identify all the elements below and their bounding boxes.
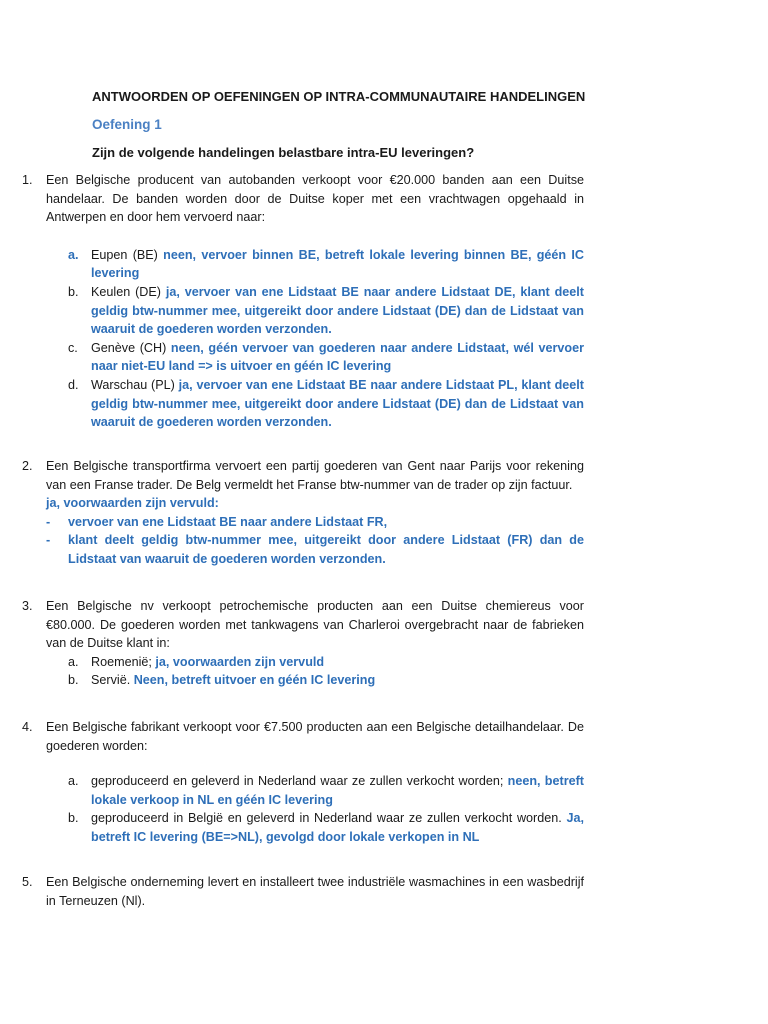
item-number: 2.: [22, 459, 33, 473]
sub-item-1a: [0, 246, 584, 283]
dash-item-2-1: [0, 513, 584, 532]
answer-text: neen, betreft lokale verkoop in NL en géén IC levering: [91, 774, 584, 807]
sub-letter: b.: [68, 811, 79, 826]
item-text: Een Belgische producent van autobanden verkoopt voor €20.000 banden aan een Duitse handelaar. De banden worden door de Duitse koper met een vrachtwagen opgehaald in Antwerpen en door hem vervoerd naar:: [46, 173, 584, 225]
list-item-5: [0, 873, 768, 910]
list-item-2: [0, 457, 768, 569]
sub-letter: a.: [68, 774, 79, 789]
answer-text: Neen, betreft uitvoer en géén IC levering: [133, 673, 376, 688]
sub-letter: d.: [68, 377, 79, 392]
sub-text: Roemenië;: [91, 654, 156, 669]
sub-text: geproduceerd in België en geleverd in Nederland waar ze zullen verkocht worden.: [91, 811, 567, 826]
sub-text: Warschau (PL): [91, 377, 179, 392]
dash-mark: -: [46, 533, 51, 548]
answer-text: ja, voorwaarden zijn vervuld:: [46, 496, 219, 511]
answer-text: ja, vervoer van ene Lidstaat BE naar andere Lidstaat DE, klant deelt geldig btw-nummer mee, uitgereikt door andere Lidstaat (DE) dan de Lidstaat van waaruit de goederen worden verzonden.: [91, 284, 584, 337]
sub-item-1b: [0, 283, 584, 339]
sub-item-3b: [0, 671, 584, 690]
sub-letter: a.: [68, 654, 79, 669]
dash-text: klant deelt geldig btw-nummer mee, uitgereikt door andere Lidstaat (FR) dan de Lidstaat van waaruit de goederen worden verzonden.: [68, 533, 584, 566]
answer-text: ja, voorwaarden zijn vervuld: [155, 654, 325, 669]
item-text: Een Belgische transportfirma vervoert een partij goederen van Gent naar Parijs voor rekening van een Franse trader. De Belg vermeldt het Franse btw-nummer van de trader op zijn factuur.: [46, 459, 584, 492]
list-item-1: [0, 171, 768, 432]
answer-text: ja, vervoer van ene Lidstaat BE naar andere Lidstaat PL, klant deelt geldig btw-nummer mee, uitgereikt door andere Lidstaat (DE) dan de Lidstaat van waaruit de goederen worden verzonden.: [91, 377, 585, 430]
sub-item-4a: [0, 772, 584, 809]
dash-mark: -: [46, 514, 51, 529]
item-text: Een Belgische onderneming levert en installeert twee industriële wasmachines in een wasbedrijf in Terneuzen (Nl).: [46, 875, 584, 908]
item-number: 4.: [22, 720, 33, 734]
item-text: Een Belgische fabrikant verkoopt voor €7.500 producten aan een Belgische detailhandelaar. De goederen worden:: [46, 720, 584, 753]
dash-text: vervoer van ene Lidstaat BE naar andere Lidstaat FR,: [68, 514, 388, 529]
sub-item-4b: [0, 809, 584, 846]
sub-text: Genève (CH): [91, 340, 171, 355]
question-heading: Zijn de volgende handelingen belastbare intra-EU leveringen?: [92, 145, 475, 160]
exercise-heading: Oefening 1: [92, 117, 162, 132]
sub-letter: a.: [68, 247, 79, 262]
list-item-4: [0, 718, 768, 847]
sub-item-1c: [0, 339, 584, 376]
sub-letter: c.: [68, 340, 78, 355]
sub-item-3a: [0, 653, 584, 672]
answer-text: Ja, betreft IC levering (BE=>NL), gevolgd door lokale verkopen in NL: [91, 811, 584, 844]
document-title: ANTWOORDEN OP OEFENINGEN OP INTRA-COMMUNAUTAIRE HANDELINGEN: [92, 89, 586, 104]
sub-text: Eupen (BE): [91, 247, 164, 262]
sub-text: Servië.: [91, 673, 134, 688]
item-text: Een Belgische nv verkoopt petrochemische producten aan een Duitse chemiereus voor €80.000. De goederen worden met tankwagens van Charleroi overgebracht naar de fabrieken van de Duitse klant in:: [46, 599, 584, 651]
item-number: 5.: [22, 875, 33, 889]
sub-item-1d: [0, 376, 584, 432]
answer-text: neen, vervoer binnen BE, betreft lokale levering binnen BE, géén IC levering: [91, 247, 584, 281]
sub-text: geproduceerd en geleverd in Nederland waar ze zullen verkocht worden;: [91, 774, 508, 789]
item-number: 1.: [22, 173, 33, 187]
item-number: 3.: [22, 599, 33, 613]
list-item-3: [0, 597, 768, 690]
answer-text: neen, géén vervoer van goederen naar andere Lidstaat, wél vervoer naar niet-EU land => is uitvoer en géén IC levering: [91, 340, 585, 374]
sub-text: Keulen (DE): [91, 284, 166, 299]
sub-letter: b.: [68, 673, 79, 688]
dash-item-2-2: [0, 531, 584, 568]
sub-letter: b.: [68, 284, 79, 299]
